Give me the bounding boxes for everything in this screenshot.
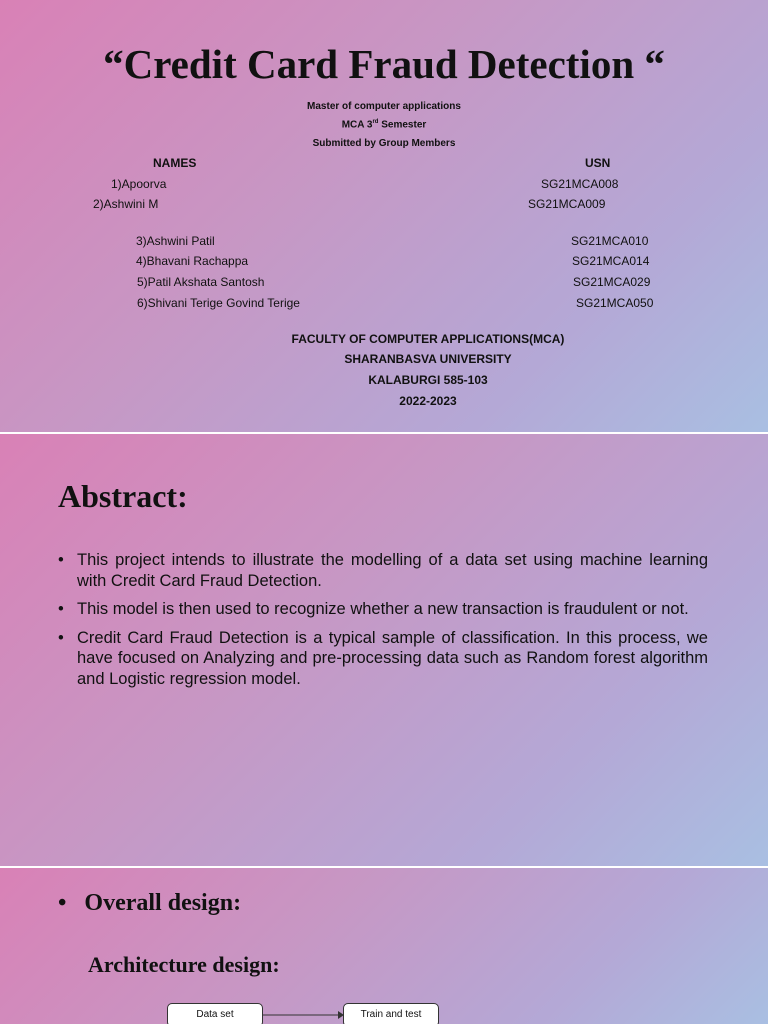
member-usn: SG21MCA010 xyxy=(571,234,649,248)
train-test-label: Train and test xyxy=(360,1009,422,1020)
member-name: 4)Bhavani Rachappa xyxy=(136,254,249,268)
member-name: 3)Ashwini Patil xyxy=(136,234,215,248)
semester xyxy=(0,119,768,130)
member-name: 1)Apoorva xyxy=(111,177,167,191)
university-name: SHARANBASVA UNIVERSITY xyxy=(344,352,512,366)
abstract-bullet: • This model is then used to recognize whether a new transaction is fraudulent or not. xyxy=(58,599,708,620)
member-usn: SG21MCA014 xyxy=(572,254,650,268)
names-header: NAMES xyxy=(153,156,197,170)
member-usn: SG21MCA009 xyxy=(528,197,606,211)
member-name: 6)Shivani Terige Govind Terige xyxy=(137,296,300,310)
abstract-slide xyxy=(0,434,768,866)
academic-year: 2022-2023 xyxy=(399,394,457,408)
member-name: 2)Ashwini M xyxy=(93,197,159,211)
presentation-title: “Credit Card Fraud Detection “ xyxy=(103,41,665,87)
member-usn: SG21MCA050 xyxy=(576,296,654,310)
abstract-bullet: • This project intends to illustrate the modelling of a data set using machine learning with Credit Card Fraud Detection. xyxy=(58,550,708,591)
abstract-heading: Abstract: xyxy=(58,478,188,514)
submitted-by: Submitted by Group Members xyxy=(312,138,456,149)
usn-header: USN xyxy=(585,156,611,170)
overall-design-heading xyxy=(58,890,241,917)
title-slide xyxy=(0,0,768,432)
university-city: KALABURGI 585-103 xyxy=(368,373,488,387)
semester-number: MCA 3 xyxy=(341,119,373,131)
program-name: Master of computer applications xyxy=(307,101,461,112)
semester-label: Semester xyxy=(378,119,427,131)
bullet-dot: • xyxy=(58,890,67,916)
abstract-bullet: • Credit Card Fraud Detection is a typical sample of classification. In this process, we have focused on Analyzing and pre-processing data such as Random forest algorithm and Logistic regression model. xyxy=(58,628,708,690)
overall-design-label: Overall design: xyxy=(84,890,242,916)
abstract-list xyxy=(58,550,708,698)
data-set-label: Data set xyxy=(196,1009,234,1020)
design-slide xyxy=(0,868,768,1024)
semester-suffix: rd xyxy=(372,119,379,125)
member-name: 5)Patil Akshata Santosh xyxy=(137,275,265,289)
member-usn: SG21MCA008 xyxy=(541,177,619,191)
data-set-box xyxy=(167,1003,263,1024)
faculty-name: FACULTY OF COMPUTER APPLICATIONS(MCA) xyxy=(291,332,565,346)
train-test-box xyxy=(343,1003,439,1024)
member-usn: SG21MCA029 xyxy=(573,275,651,289)
flow-arrow xyxy=(263,1008,345,1022)
architecture-heading: Architecture design: xyxy=(88,952,280,977)
